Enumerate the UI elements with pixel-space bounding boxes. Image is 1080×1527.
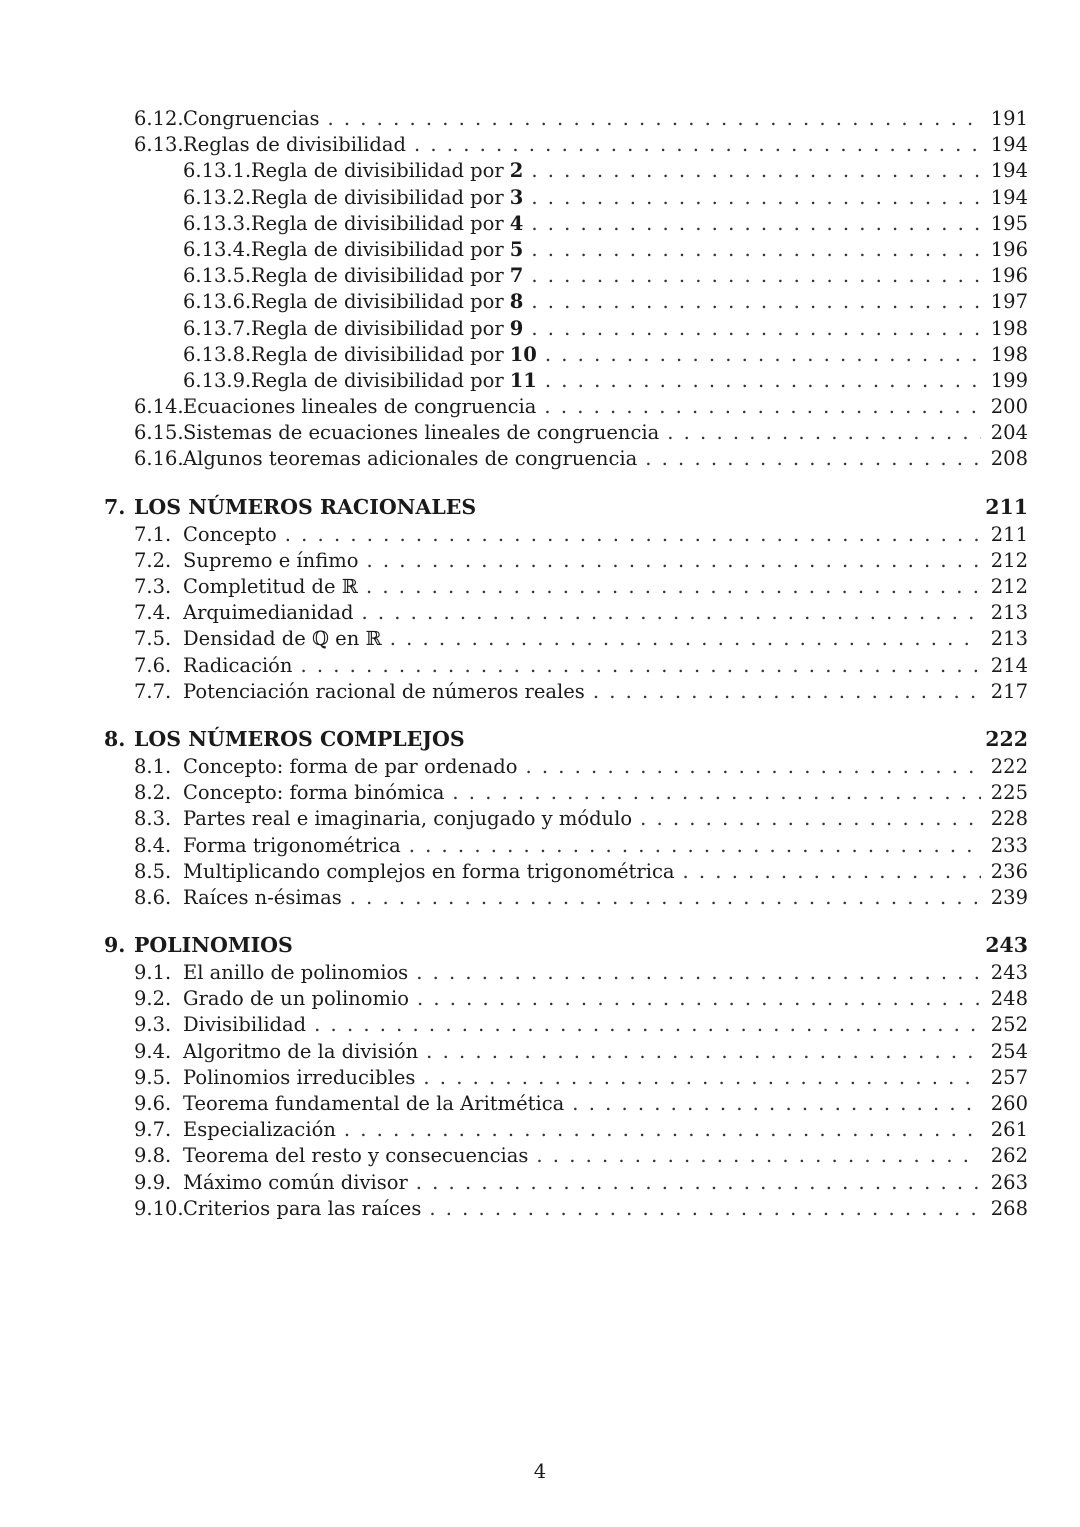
- toc-subsection[interactable]: [0, 237, 1080, 263]
- leader-dots: [366, 548, 980, 574]
- entry-page: 191: [990, 107, 1028, 130]
- leader-dots: [361, 600, 980, 626]
- leader-dots: [327, 106, 980, 132]
- leader-dots: [300, 653, 980, 679]
- entry-page: 198: [990, 342, 1028, 366]
- entry-page: 208: [990, 447, 1028, 471]
- toc-section[interactable]: [0, 780, 1080, 806]
- leader-dots: [531, 158, 980, 184]
- entry-number: 6.13.5.: [183, 264, 252, 288]
- chapter-number: 9.: [104, 933, 126, 958]
- entry-page: 243: [990, 961, 1028, 985]
- leader-dots: [531, 289, 980, 315]
- entry-number: 6.15.: [134, 421, 184, 445]
- entry-number: 6.13.2.: [183, 185, 252, 209]
- entry-page: 254: [990, 1039, 1028, 1063]
- entry-title: Regla de divisibilidad por: [251, 290, 504, 314]
- leader-dots: [593, 679, 981, 705]
- entry-number: 6.12.: [134, 107, 184, 130]
- toc-subsection[interactable]: [0, 289, 1080, 315]
- toc-subsection[interactable]: [0, 185, 1080, 211]
- toc-section[interactable]: [0, 885, 1080, 911]
- leader-dots: [531, 316, 980, 342]
- entry-page: 268: [990, 1196, 1028, 1220]
- entry-title: Regla de divisibilidad por: [251, 159, 504, 183]
- entry-page: 200: [990, 395, 1028, 419]
- toc-section[interactable]: [0, 420, 1080, 446]
- entry-divisor: 5: [509, 237, 524, 261]
- entry-title: Multiplicando complejos en forma trigonométrica: [183, 859, 675, 883]
- entry-page: 236: [990, 859, 1028, 883]
- toc-section[interactable]: [0, 1039, 1080, 1065]
- toc-chapter[interactable]: [0, 931, 1080, 960]
- leader-dots: [545, 342, 981, 368]
- toc-section[interactable]: [0, 1065, 1080, 1091]
- entry-number: 8.4.: [134, 833, 172, 857]
- toc-section[interactable]: [0, 1196, 1080, 1222]
- chapter-title: LOS NÚMEROS RACIONALES: [134, 494, 477, 519]
- entry-page: 214: [990, 653, 1028, 677]
- entry-title: Concepto: [183, 522, 277, 546]
- entry-page: 260: [990, 1092, 1028, 1115]
- entry-page: 261: [990, 1118, 1028, 1142]
- toc-section[interactable]: [0, 653, 1080, 679]
- entry-number: 7.5.: [134, 627, 172, 651]
- entry-page: 228: [990, 807, 1028, 831]
- entry-page: 257: [990, 1065, 1028, 1089]
- entry-title: Teorema del resto y consecuencias: [183, 1144, 529, 1168]
- entry-number: 7.7.: [134, 679, 172, 703]
- leader-dots: [344, 1117, 981, 1143]
- toc-subsection[interactable]: [0, 368, 1080, 394]
- toc-subsection[interactable]: [0, 211, 1080, 237]
- entry-number: 6.16.: [134, 447, 184, 471]
- leader-dots: [645, 446, 981, 472]
- entry-page: 197: [990, 290, 1028, 314]
- entry-title: Teorema fundamental de la Aritmética: [183, 1092, 565, 1115]
- toc-section[interactable]: [0, 446, 1080, 472]
- entry-divisor: 3: [509, 185, 524, 209]
- entry-number: 6.13.6.: [183, 290, 252, 314]
- entry-number: 7.1.: [134, 522, 172, 546]
- entry-number: 8.6.: [134, 885, 172, 909]
- entry-divisor: 7: [509, 264, 524, 288]
- entry-divisor: 8: [509, 290, 524, 314]
- chapter-number: 7.: [104, 494, 126, 519]
- leader-dots: [416, 1170, 981, 1196]
- entry-title: Regla de divisibilidad por: [251, 342, 504, 366]
- entry-title: Partes real e imaginaria, conjugado y módulo: [183, 807, 633, 831]
- entry-number: 7.6.: [134, 653, 172, 677]
- toc-subsection[interactable]: [0, 342, 1080, 368]
- chapter-title: POLINOMIOS: [134, 933, 293, 958]
- entry-page: 194: [990, 185, 1028, 209]
- leader-dots: [350, 885, 981, 911]
- entry-title: Polinomios irreducibles: [183, 1065, 416, 1089]
- toc-section[interactable]: [0, 1117, 1080, 1143]
- entry-page: 252: [990, 1013, 1028, 1037]
- entry-title: Supremo e ínfimo: [183, 548, 359, 572]
- entry-title: Raíces n-ésimas: [183, 885, 342, 909]
- leader-dots: [285, 522, 981, 548]
- leader-dots: [426, 1039, 981, 1065]
- entry-number: 9.1.: [134, 961, 172, 985]
- leader-dots: [531, 185, 980, 211]
- leader-dots: [390, 626, 981, 652]
- entry-divisor: 10: [509, 342, 537, 366]
- entry-number: 6.13.: [134, 133, 184, 157]
- entry-title: Criterios para las raíces: [183, 1196, 422, 1220]
- entry-divisor: 4: [509, 211, 524, 235]
- entry-page: 195: [990, 211, 1028, 235]
- entry-number: 9.2.: [134, 987, 172, 1011]
- entry-number: 7.4.: [134, 601, 172, 625]
- entry-page: 213: [990, 627, 1028, 651]
- entry-number: 9.5.: [134, 1065, 172, 1089]
- entry-title: Concepto: forma binómica: [183, 781, 445, 805]
- entry-title: Regla de divisibilidad por: [251, 237, 504, 261]
- entry-number: 9.4.: [134, 1039, 172, 1063]
- entry-title: Regla de divisibilidad por: [251, 316, 504, 340]
- toc-section[interactable]: [0, 522, 1080, 548]
- entry-page: 199: [990, 368, 1028, 392]
- leader-dots: [667, 420, 981, 446]
- toc-chapter[interactable]: [0, 725, 1080, 754]
- toc-section[interactable]: [0, 394, 1080, 420]
- entry-number: 9.7.: [134, 1118, 172, 1142]
- entry-title: Especialización: [183, 1118, 336, 1142]
- entry-number: 9.3.: [134, 1013, 172, 1037]
- entry-title: El anillo de polinomios: [183, 961, 409, 985]
- entry-number: 8.5.: [134, 859, 172, 883]
- toc-section[interactable]: [0, 1091, 1080, 1117]
- entry-title: Potenciación racional de números reales: [183, 679, 585, 703]
- entry-page: 233: [990, 833, 1028, 857]
- toc-section[interactable]: [0, 626, 1080, 652]
- entry-number: 6.14.: [134, 395, 184, 419]
- chapter-page: 222: [985, 726, 1028, 751]
- entry-page: 263: [990, 1170, 1028, 1194]
- entry-number: 8.3.: [134, 807, 172, 831]
- entry-title: Arquimedianidad: [183, 601, 354, 625]
- chapter-page: 243: [985, 933, 1028, 958]
- leader-dots: [683, 859, 981, 885]
- entry-page: 198: [990, 316, 1028, 340]
- toc-section[interactable]: [0, 1143, 1080, 1169]
- entry-title: Algoritmo de la división: [183, 1039, 419, 1063]
- toc-section[interactable]: [0, 132, 1080, 158]
- leader-dots: [409, 833, 981, 859]
- toc-section[interactable]: [0, 1170, 1080, 1196]
- entry-number: 8.2.: [134, 781, 172, 805]
- entry-number: 6.13.1.: [183, 159, 252, 183]
- leader-dots: [366, 574, 981, 600]
- toc-section[interactable]: [0, 548, 1080, 574]
- entry-title: Completitud de ℝ: [183, 575, 358, 598]
- leader-dots: [640, 806, 981, 832]
- entry-number: 9.10.: [134, 1196, 184, 1220]
- entry-page: 194: [990, 133, 1028, 157]
- entry-number: 8.1.: [134, 754, 172, 778]
- toc-section[interactable]: [0, 986, 1080, 1012]
- entry-title: Congruencias: [183, 107, 320, 130]
- leader-dots: [572, 1091, 980, 1117]
- toc-section[interactable]: [0, 106, 1080, 132]
- toc-section[interactable]: [0, 806, 1080, 832]
- entry-page: 211: [990, 522, 1028, 546]
- leader-dots: [429, 1196, 980, 1222]
- entry-number: 6.13.9.: [183, 368, 252, 392]
- entry-divisor: 2: [509, 159, 524, 183]
- entry-page: 194: [990, 159, 1028, 183]
- entry-number: 9.8.: [134, 1144, 172, 1168]
- entry-page: 248: [990, 987, 1028, 1011]
- entry-title: Algunos teoremas adicionales de congruencia: [183, 447, 638, 471]
- entry-divisor: 9: [509, 316, 524, 340]
- entry-number: 7.2.: [134, 548, 172, 572]
- entry-page: 225: [990, 781, 1028, 805]
- leader-dots: [545, 368, 981, 394]
- entry-title: Divisibilidad: [183, 1013, 307, 1037]
- entry-number: 6.13.8.: [183, 342, 252, 366]
- toc-section[interactable]: [0, 600, 1080, 626]
- leader-dots: [452, 780, 980, 806]
- toc-section[interactable]: [0, 679, 1080, 705]
- entry-title: Regla de divisibilidad por: [251, 211, 504, 235]
- entry-number: 9.6.: [134, 1092, 172, 1115]
- leader-dots: [314, 1012, 981, 1038]
- entry-title: Densidad de ℚ en ℝ: [183, 627, 382, 651]
- toc-section[interactable]: [0, 1012, 1080, 1038]
- leader-dots: [531, 263, 980, 289]
- leader-dots: [423, 1065, 980, 1091]
- entry-page: 204: [990, 421, 1028, 445]
- entry-page: 196: [990, 237, 1028, 261]
- entry-number: 6.13.4.: [183, 237, 252, 261]
- entry-title: Forma trigonométrica: [183, 833, 401, 857]
- entry-number: 6.13.3.: [183, 211, 252, 235]
- entry-title: Grado de un polinomio: [183, 987, 409, 1011]
- leader-dots: [414, 132, 981, 158]
- entry-number: 7.3.: [134, 575, 172, 598]
- toc-section[interactable]: [0, 574, 1080, 600]
- leader-dots: [544, 394, 980, 420]
- leader-dots: [525, 754, 980, 780]
- toc-section[interactable]: [0, 754, 1080, 780]
- entry-title: Regla de divisibilidad por: [251, 185, 504, 209]
- entry-page: 212: [990, 548, 1028, 572]
- entry-title: Concepto: forma de par ordenado: [183, 754, 518, 778]
- chapter-number: 8.: [104, 726, 126, 751]
- entry-title: Reglas de divisibilidad: [183, 133, 406, 157]
- toc-section[interactable]: [0, 833, 1080, 859]
- table-of-contents: [0, 106, 1080, 1222]
- toc-subsection[interactable]: [0, 158, 1080, 184]
- leader-dots: [416, 960, 981, 986]
- entry-page: 239: [990, 885, 1028, 909]
- entry-title: Radicación: [183, 653, 293, 677]
- toc-section[interactable]: [0, 960, 1080, 986]
- entry-number: 6.13.7.: [183, 316, 252, 340]
- entry-title: Sistemas de ecuaciones lineales de congruencia: [183, 421, 660, 445]
- toc-section[interactable]: [0, 859, 1080, 885]
- entry-page: 213: [990, 601, 1028, 625]
- chapter-title: LOS NÚMEROS COMPLEJOS: [134, 726, 465, 751]
- entry-title: Máximo común divisor: [183, 1170, 408, 1194]
- entry-page: 212: [990, 575, 1028, 598]
- toc-chapter[interactable]: [0, 493, 1080, 522]
- chapter-page: 211: [985, 494, 1028, 519]
- leader-dots: [536, 1143, 980, 1169]
- leader-dots: [417, 986, 981, 1012]
- entry-page: 217: [990, 679, 1028, 703]
- entry-divisor: 11: [509, 368, 537, 392]
- entry-page: 222: [990, 754, 1028, 778]
- toc-subsection[interactable]: [0, 316, 1080, 342]
- entry-title: Regla de divisibilidad por: [251, 368, 504, 392]
- page-number: 4: [533, 1460, 547, 1483]
- entry-number: 9.9.: [134, 1170, 172, 1194]
- leader-dots: [531, 237, 980, 263]
- entry-title: Ecuaciones lineales de congruencia: [183, 395, 537, 419]
- entry-page: 196: [990, 264, 1028, 288]
- entry-page: 262: [990, 1144, 1028, 1168]
- toc-subsection[interactable]: [0, 263, 1080, 289]
- leader-dots: [531, 211, 980, 237]
- entry-title: Regla de divisibilidad por: [251, 264, 504, 288]
